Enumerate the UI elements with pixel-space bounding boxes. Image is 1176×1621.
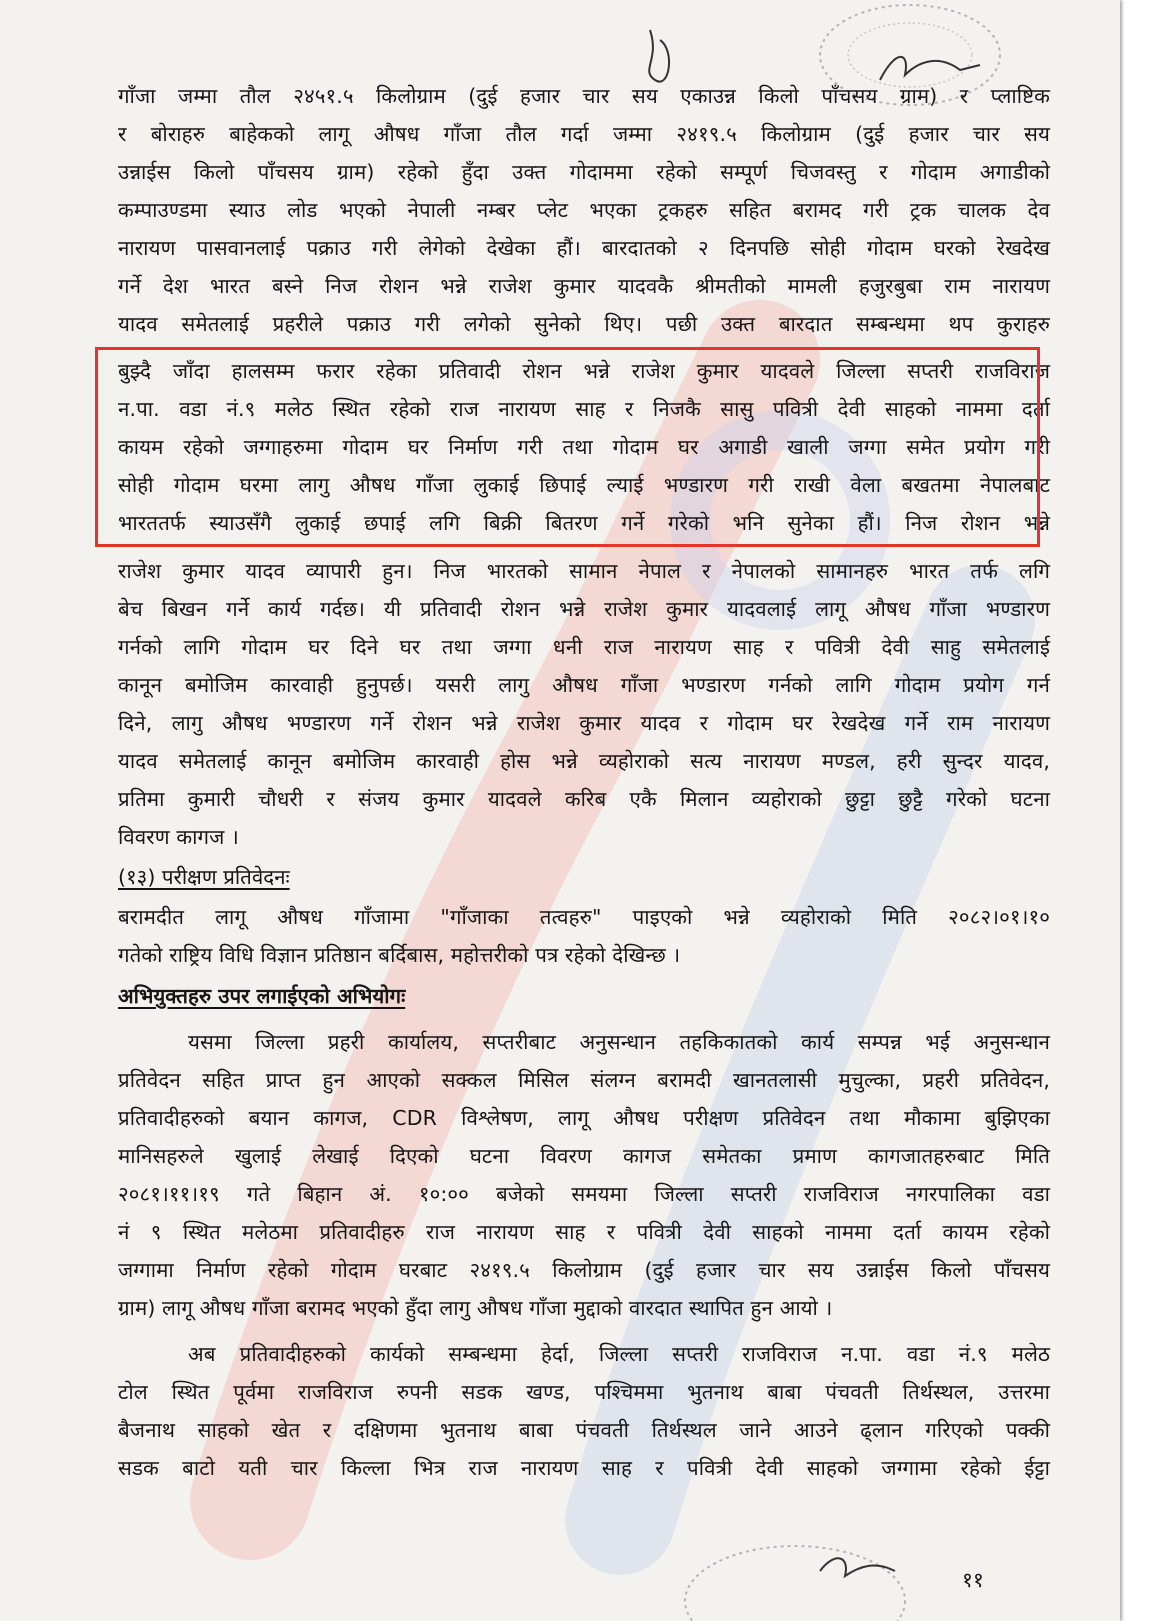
text-line: अब प्रतिवादीहरुको कार्यको सम्बन्धमा हेर्दा, जिल्ला सप्तरी राजविराज न.पा. वडा नं.९ मलेठ <box>188 1342 1050 1366</box>
text-line: यादव समेतलाई कानून बमोजिम कारवाही होस भन्ने व्यहोराको सत्य नारायण मण्डल, हरी सुन्दर यादव, <box>118 749 1050 773</box>
text-line: र बोराहरु बाहेकको लागू औषध गाँजा तौल गर्दा जम्मा २४१९.५ किलोग्राम (दुई हजार चार सय <box>118 122 1050 146</box>
text-line: टोल स्थित पूर्वमा राजविराज रुपनी सडक खण्ड, पश्चिममा भुतनाथ बाबा पंचवती तिर्थस्थल, उत्तरमा <box>118 1380 1050 1404</box>
text-line: राजेश कुमार यादव व्यापारी हुन। निज भारतको सामान नेपाल र नेपालको सामानहरु भारत तर्फ लगि <box>118 559 1050 583</box>
text-line: भारततर्फ स्याउसँगै लुकाई छपाई लगि बिक्री बितरण गर्ने गरेको भनि सुनेका हौं। निज रोशन भन्ने <box>118 511 1050 535</box>
text-line: उन्नाईस किलो पाँचसय ग्राम) रहेको हुँदा उक्त गोदाममा रहेको सम्पूर्ण चिजवस्तु र गोदाम अगाडीको <box>118 160 1050 184</box>
text-line: गर्ने देश भारत बस्ने निज रोशन भन्ने राजेश कुमार यादवकै श्रीमतीको मामली हजुरबुबा राम नारायण <box>118 274 1050 298</box>
text-line: बरामदीत लागू औषध गाँजामा "गाँजाका तत्वहरु" पाइएको भन्ने व्यहोराको मिति २०८२।०१।१० <box>118 905 1050 929</box>
text-line: प्रतिमा कुमारी चौधरी र संजय कुमार यादवले करिब एकै मिलान व्यहोराको छुट्टा छुट्टै गरेको घटना <box>118 787 1050 811</box>
section-heading-charges: अभियुक्तहरु उपर लगाईएको अभियोगः <box>118 984 406 1008</box>
text-line: बुझ्दै जाँदा हालसम्म फरार रहेका प्रतिवादी रोशन भन्ने राजेश कुमार यादवले जिल्ला सप्तरी राजविराज <box>118 359 1050 383</box>
text-line: यादव समेतलाई प्रहरीले पक्राउ गरी लगेको सुनेको थिए। पछी उक्त बारदात सम्बन्धमा थप कुराहरु <box>118 312 1050 336</box>
section-heading-examination-report: (१३) परीक्षण प्रतिवेदनः <box>118 865 290 889</box>
court-seal-stamp-icon <box>670 1531 920 1621</box>
text-line: गर्नको लागि गोदाम घर दिने घर तथा जग्गा धनी राज नारायण साह र पवित्री देवी साहु समेतलाई <box>118 635 1050 659</box>
text-line: सडक बाटो यती चार किल्ला भित्र राज नारायण साह र पवित्री देवी साहको जग्गामा रहेको ईट्टा <box>118 1456 1050 1480</box>
text-line: २०८१।११।१९ गते बिहान अं. १०:०० बजेको समयमा जिल्ला सप्तरी राजविराज नगरपालिका वडा <box>118 1182 1050 1206</box>
text-line: गतेको राष्ट्रिय विधि विज्ञान प्रतिष्ठान बर्दिबास, महोत्तरीको पत्र रहेको देखिन्छ । <box>118 943 681 967</box>
text-line: बेच बिखन गर्ने कार्य गर्दछ। यी प्रतिवादी रोशन भन्ने राजेश कुमार यादवलाई लागू औषध गाँजा भण्डारण <box>118 597 1050 621</box>
text-line: नारायण पासवानलाई पक्राउ गरी लेगेको देखेका हौं। बारदातको २ दिनपछि सोही गोदाम घरको रेखदेख <box>118 236 1050 260</box>
text-line: नं ९ स्थित मलेठमा प्रतिवादीहरु राज नारायण साह र पवित्री देवी साहको नाममा दर्ता कायम रहेको <box>118 1220 1050 1244</box>
text-line: मानिसहरुले खुलाई लेखाई दिएको घटना विवरण कागज समेतका प्रमाण कागजातहरुबाट मिति <box>118 1144 1050 1168</box>
page-number: ११ <box>962 1568 984 1592</box>
text-line: बैजनाथ साहको खेत र दक्षिणमा भुतनाथ बाबा पंचवती तिर्थस्थल जाने आउने ढ्लान गरिएको पक्की <box>118 1418 1050 1442</box>
text-line: न.पा. वडा नं.९ मलेठ स्थित रहेको राज नारायण साह र निजकै सासु पवित्री देवी साहको नाममा दर्ता <box>118 397 1050 421</box>
text-line: प्रतिवेदन सहित प्राप्त हुन आएको सक्कल मिसिल संलग्न बरामदी खानतलासी मुचुल्का, प्रहरी प्रतिवेदन, <box>118 1068 1050 1092</box>
text-line: विवरण कागज । <box>118 825 239 849</box>
text-line: दिने, लागु औषध भण्डारण गर्ने रोशन भन्ने राजेश कुमार यादव र गोदाम घर रेखदेख गर्ने राम नारायण <box>118 711 1050 735</box>
text-line: गाँजा जम्मा तौल २४५१.५ किलोग्राम (दुई हजार चार सय एकाउन्न किलो पाँचसय ग्राम) र प्लाष्टिक <box>118 84 1050 108</box>
text-line: कम्पाउण्डमा स्याउ लोड भएको नेपाली नम्बर प्लेट भएका ट्रकहरु सहित बरामद गरी ट्रक चालक देव <box>118 198 1050 222</box>
text-line: यसमा जिल्ला प्रहरी कार्यालय, सप्तरीबाट अनुसन्धान तहकिकातको कार्य सम्पन्न भई अनुसन्धान <box>188 1030 1050 1054</box>
text-line: प्रतिवादीहरुको बयान कागज, CDR विश्लेषण, लागू औषध परीक्षण प्रतिवेदन तथा मौकामा बुझिएका <box>118 1106 1050 1130</box>
text-line: कानून बमोजिम कारवाही हुनुपर्छ। यसरी लागु औषध गाँजा भण्डारण गर्नको लागि गोदाम प्रयोग गर्न <box>118 673 1050 697</box>
text-line: कायम रहेको जग्गाहरुमा गोदाम घर निर्माण गरी तथा गोदाम घर अगाडी खाली जग्गा समेत प्रयोग गरी <box>118 435 1050 459</box>
text-line: सोही गोदाम घरमा लागु औषध गाँजा लुकाई छिपाई ल्याई भण्डारण गरी राखी वेला बखतमा नेपालबाट <box>118 473 1050 497</box>
text-line: ग्राम) लागू औषध गाँजा बरामद भएको हुँदा लागु औषध गाँजा मुद्दाको वारदात स्थापित हुन आयो । <box>118 1296 833 1320</box>
text-line: जग्गामा निर्माण रहेको गोदाम घरबाट २४१९.५ किलोग्राम (दुई हजार चार सय उन्नाईस किलो पाँचसय <box>118 1258 1050 1282</box>
